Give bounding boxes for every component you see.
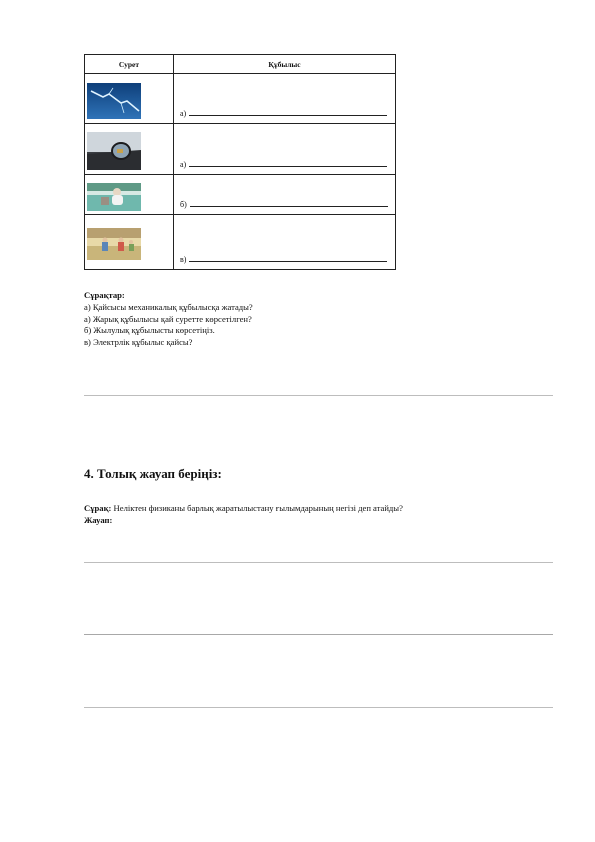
questions-heading: Сұрақтар:: [84, 290, 125, 300]
image-cell: [85, 175, 174, 215]
answer-writing-line[interactable]: [84, 707, 553, 708]
answer-prefix: б): [180, 200, 187, 209]
divider: [84, 395, 553, 396]
question-item: а) Жарық құбылысы қай суретте көрсетілген?: [84, 313, 252, 324]
question-item: а) Қайсысы механикалық құбылысқа жатады?: [84, 301, 253, 312]
table-row: [85, 74, 396, 124]
table-row: [85, 215, 396, 270]
children-field-image: [87, 228, 141, 260]
image-cell: [85, 215, 174, 270]
table-header-row: [85, 55, 396, 74]
car-mirror-image: [87, 132, 141, 170]
image-cell: [85, 124, 174, 175]
header-phenomenon: Құбылыс: [174, 55, 396, 74]
answer-line[interactable]: [190, 198, 388, 207]
image-cell: [85, 74, 174, 124]
questions-block: [84, 290, 253, 349]
question-label: Сұрақ:: [84, 503, 112, 513]
answer-cell: [174, 215, 396, 270]
answer-writing-line[interactable]: [84, 634, 553, 635]
answer-prefix: в): [180, 255, 187, 264]
answer-line[interactable]: [189, 253, 387, 262]
answer-cell: [174, 175, 396, 215]
phenomena-table: [84, 54, 396, 270]
answer-cell: [174, 74, 396, 124]
answer-prefix: а): [180, 160, 187, 169]
question-text: Неліктен физиканы барлық жаратылыстану ғылымдарының негізі деп атайды?: [111, 503, 403, 513]
section4-question: [84, 502, 403, 526]
answer-line[interactable]: [189, 107, 387, 116]
answer-cell: [174, 124, 396, 175]
question-item: в) Электрлік құбылыс қайсы?: [84, 337, 193, 348]
table-row: [85, 124, 396, 175]
answer-line[interactable]: [189, 158, 387, 167]
person-water-image: [87, 183, 141, 211]
answer-prefix: а): [180, 109, 187, 118]
answer-line-label: [84, 514, 403, 526]
answer-writing-line[interactable]: [84, 562, 553, 563]
lightning-image: [87, 83, 141, 119]
section-title: 4. Толық жауап беріңіз:: [84, 466, 222, 481]
header-image: Сурет: [85, 55, 174, 74]
question-line: [84, 502, 403, 514]
table-row: [85, 175, 396, 215]
question-item: б) Жылулық құбылысты көрсетіңіз.: [84, 325, 215, 336]
answer-label: Жауап:: [84, 515, 113, 525]
